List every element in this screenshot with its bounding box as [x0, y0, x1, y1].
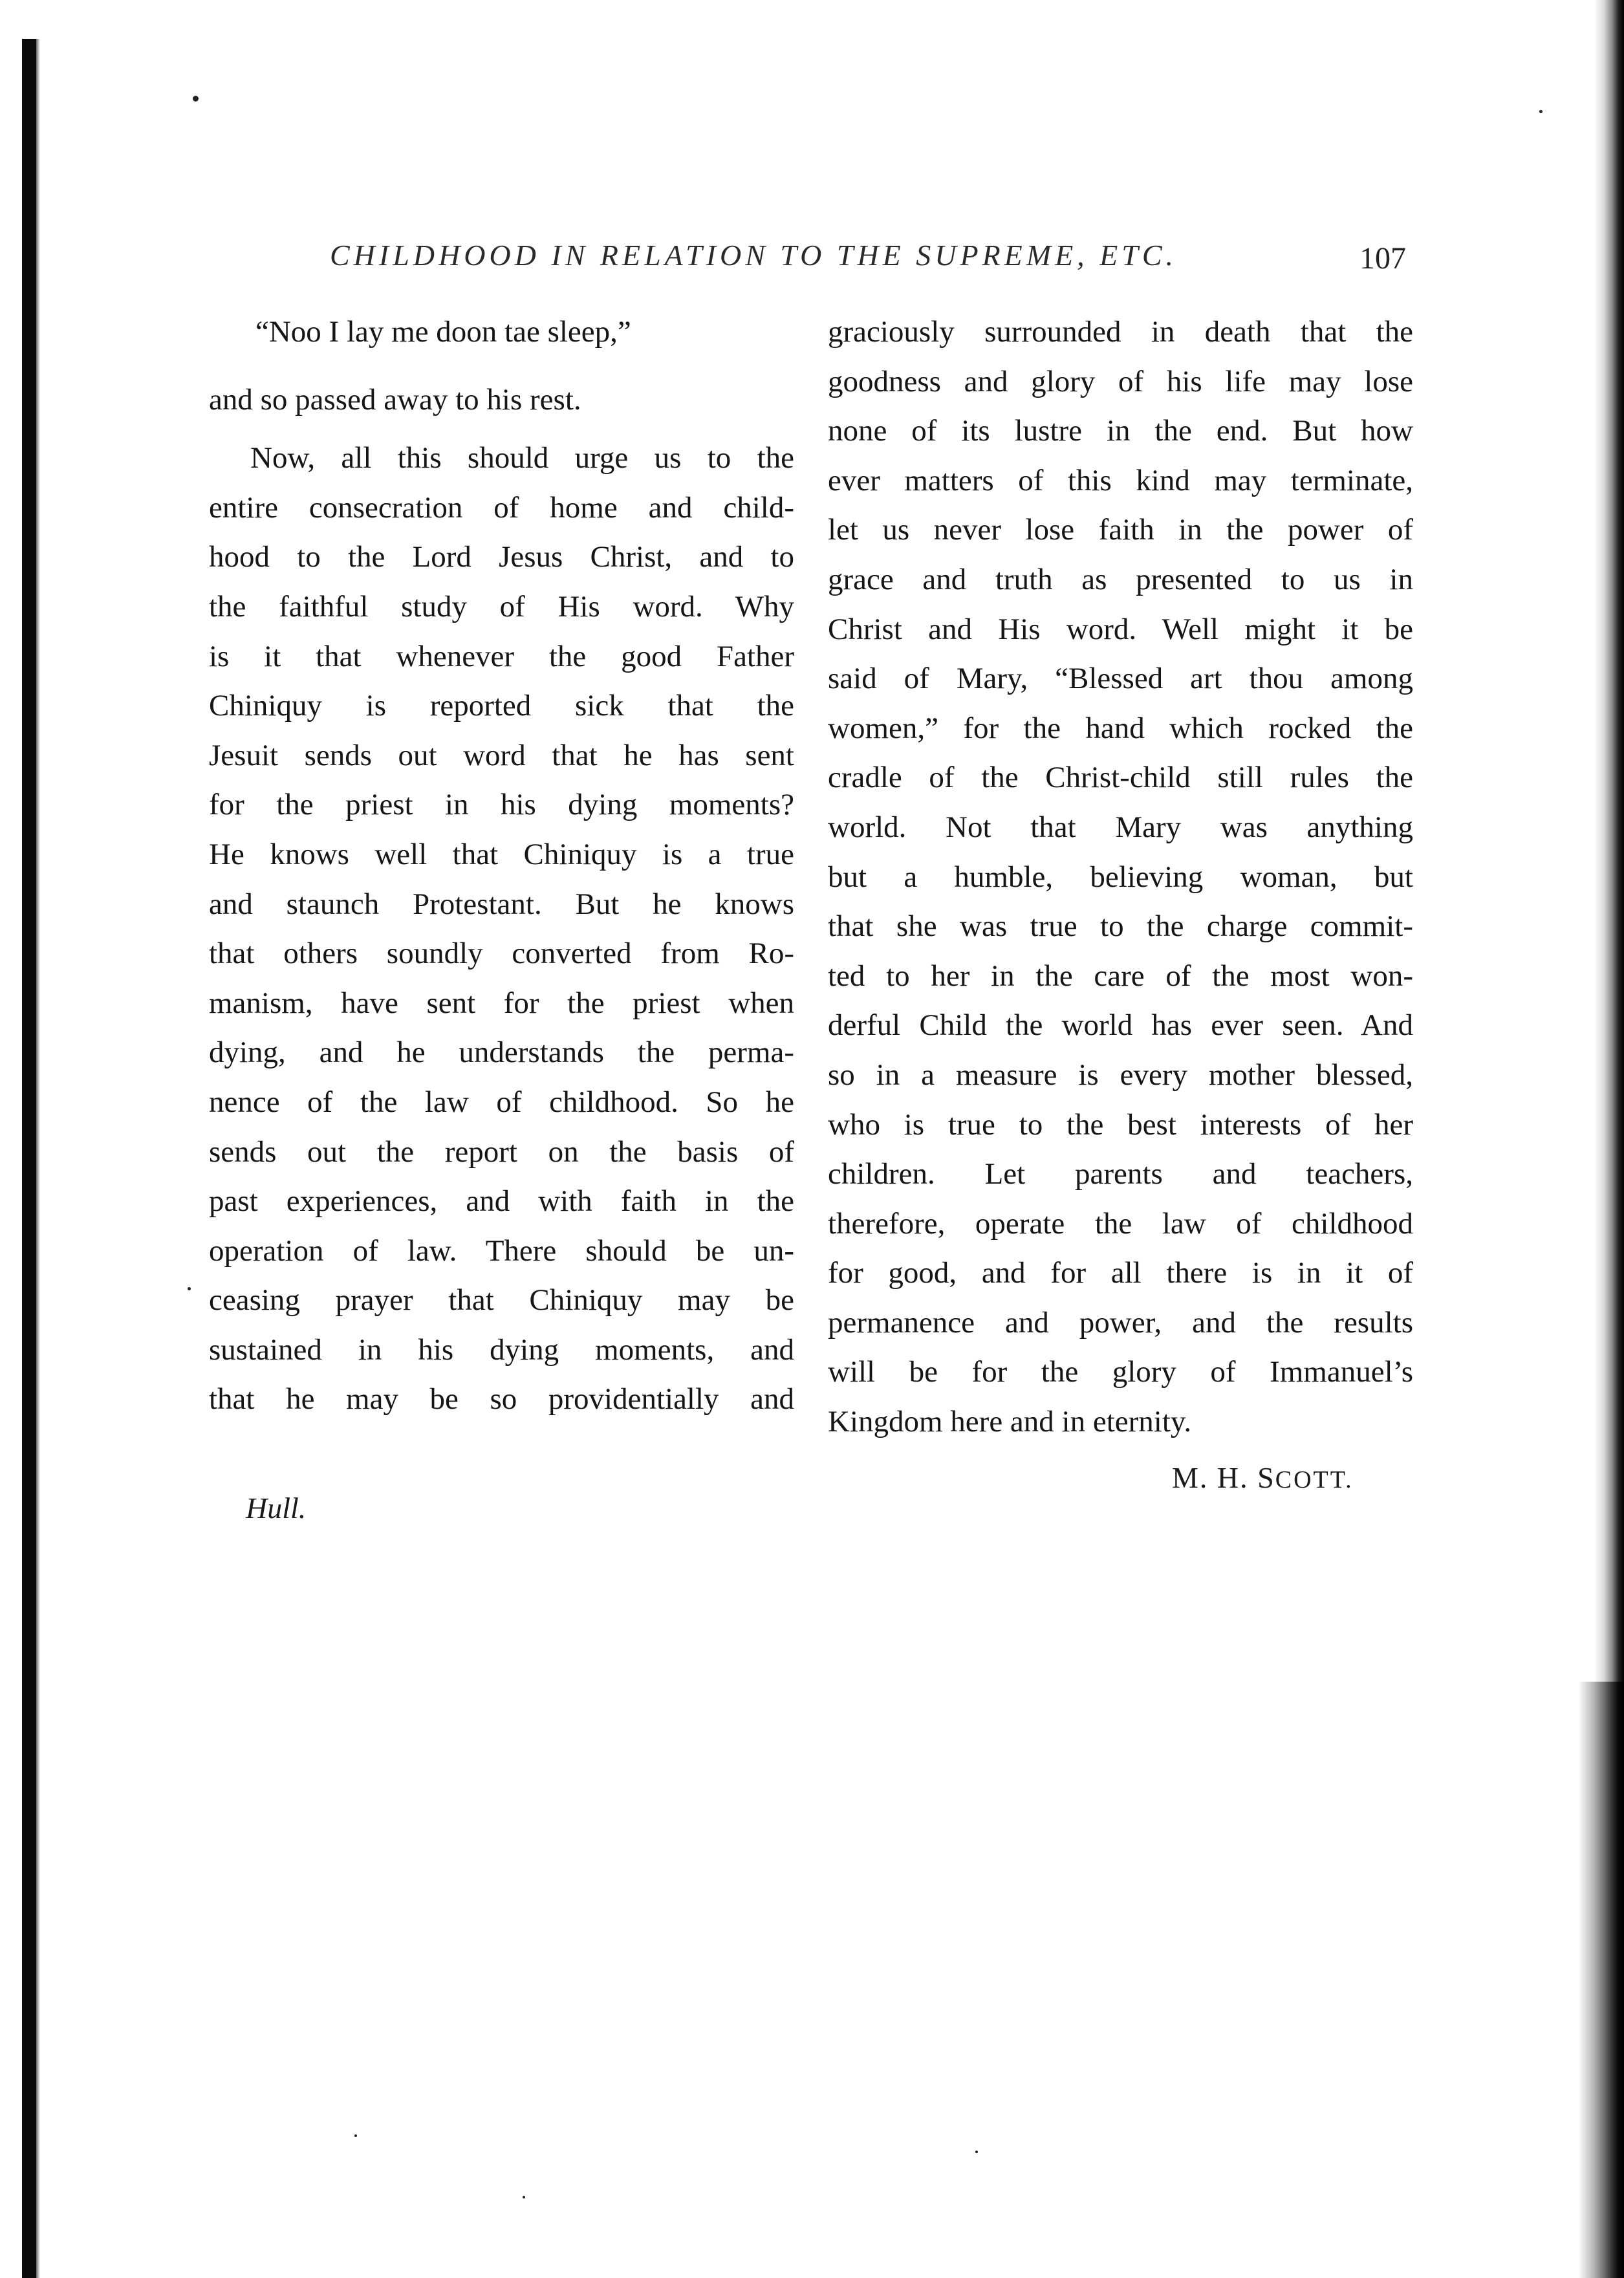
text-line: Kingdom here and in eternity.	[828, 1405, 1192, 1439]
scan-speck	[188, 1287, 191, 1290]
text-line: world. Not that Mary was anything	[828, 810, 1413, 844]
text-line: women,” for the hand which rocked the	[828, 711, 1413, 745]
text-line: so in a measure is every mother blessed,	[828, 1058, 1413, 1092]
verse-quote: “Noo I lay me doon tae sleep,”	[255, 315, 631, 349]
text-line: grace and truth as presented to us in	[828, 562, 1413, 596]
text-line: is it that whenever the good Father	[209, 639, 794, 673]
text-line: therefore, operate the law of childhood	[828, 1206, 1413, 1241]
text-line: Christ and His word. Well might it be	[828, 612, 1413, 646]
text-line: nence of the law of childhood. So he	[209, 1085, 794, 1119]
text-line: that he may be so providentially and	[209, 1382, 794, 1416]
text-line: that others soundly converted from Ro-	[209, 937, 794, 971]
text-line: and staunch Protestant. But he knows	[209, 887, 794, 921]
text-line: He knows well that Chiniquy is a true	[209, 837, 794, 871]
text-line: that she was true to the charge commit-	[828, 909, 1413, 944]
scan-right-shadow	[1578, 1682, 1624, 2278]
text-line: sends out the report on the basis of	[209, 1134, 794, 1169]
right-column	[828, 307, 1413, 1447]
text-line: hood to the Lord Jesus Christ, and to	[209, 540, 794, 574]
text-line: ceasing prayer that Chiniquy may be	[209, 1283, 794, 1318]
text-line: the faithful study of His word. Why	[209, 589, 794, 624]
scan-speck	[523, 2196, 525, 2198]
text-line: for the priest in his dying moments?	[209, 788, 794, 822]
text-line: children. Let parents and teachers,	[828, 1157, 1413, 1191]
scan-speck	[193, 96, 199, 102]
text-line: derful Child the world has ever seen. And	[828, 1008, 1413, 1043]
author-signature	[1172, 1460, 1354, 1495]
scan-speck	[975, 2151, 978, 2153]
text-line: but a humble, believing woman, but	[828, 860, 1413, 894]
text-line: sustained in his dying moments, and	[209, 1332, 794, 1367]
signature-surname: COTT.	[1275, 1466, 1354, 1493]
text-line: manism, have sent for the priest when	[209, 986, 794, 1020]
left-paragraph	[209, 433, 794, 1424]
text-line: Chiniquy is reported sick that the	[209, 689, 794, 723]
signature-initials: M. H. S	[1172, 1461, 1275, 1494]
text-line: graciously surrounded in death that the	[828, 315, 1413, 349]
scan-left-edge	[22, 39, 36, 2278]
text-line: operation of law. There should be un-	[209, 1233, 794, 1268]
text-line: Jesuit sends out word that he has sent	[209, 738, 794, 772]
place-name: Hull.	[246, 1492, 307, 1524]
text-line: ted to her in the care of the most won-	[828, 959, 1413, 993]
text-line: permanence and power, and the results	[828, 1305, 1413, 1340]
text-line: will be for the glory of Immanuel’s	[828, 1355, 1413, 1389]
running-title: CHILDHOOD IN RELATION TO THE SUPREME, ETC.	[330, 239, 1178, 272]
text-line: said of Mary, “Blessed art thou among	[828, 662, 1413, 696]
page-number: 107	[1359, 241, 1406, 276]
text-line: none of its lustre in the end. But how	[828, 414, 1413, 448]
scan-speck	[1539, 110, 1543, 113]
text-line: entire consecration of home and child-	[209, 490, 794, 525]
verse-continuation: and so passed away to his rest.	[209, 382, 581, 417]
text-line: let us never lose faith in the power of	[828, 513, 1413, 547]
text-line: past experiences, and with faith in the	[209, 1184, 794, 1219]
text-line: who is true to the best interests of her	[828, 1107, 1413, 1142]
text-line: dying, and he understands the perma-	[209, 1036, 794, 1070]
text-line: ever matters of this kind may terminate,	[828, 463, 1413, 497]
left-column	[209, 307, 794, 1424]
text-line: for good, and for all there is in it of	[828, 1256, 1413, 1290]
scan-speck	[354, 2134, 357, 2137]
text-line: goodness and glory of his life may lose	[828, 364, 1413, 398]
text-line: cradle of the Christ-child still rules the	[828, 761, 1413, 795]
text-line: Now, all this should urge us to the	[250, 441, 794, 475]
